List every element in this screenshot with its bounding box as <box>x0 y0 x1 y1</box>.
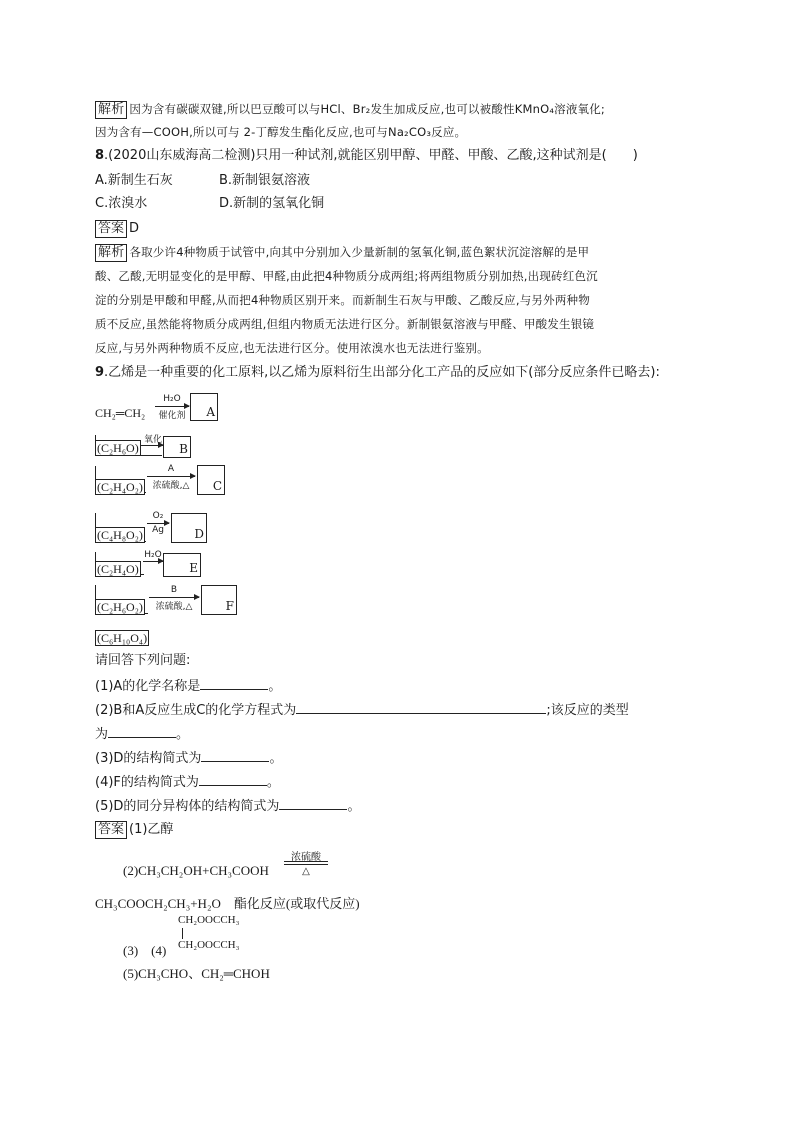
q9-sub-1 <box>95 675 705 697</box>
reaction4-arrow <box>147 523 169 524</box>
blank-6 <box>279 795 347 810</box>
period: 。 <box>268 679 282 694</box>
formula-d: (C₂H₄O) <box>97 562 139 576</box>
question-text: .(2020山东威海高二检测)只用一种试剂,就能区别甲醇、甲醛、甲酸、乙酸,这种试剂是( ) <box>104 148 638 163</box>
blank-2 <box>296 699 546 714</box>
option-a: A.新制生石灰 <box>95 173 173 188</box>
reaction4-condition: Ag <box>152 525 164 535</box>
q8-analysis-line-4: 质不反应,虽然能将物质分成两组,但组内物质无法进行区分。新制银氨溶液与甲醛、甲酸发生银镜 <box>95 317 595 331</box>
answer-4-bottom: CH₂OOCCH₃ <box>178 939 240 951</box>
analysis-line-2: 因为含有—COOH,所以可与 2-丁醇发生酯化反应,也可与Na₂CO₃反应。 <box>95 125 467 139</box>
question-9-stem <box>95 363 705 383</box>
answer-2-left: (2)CH₃CH₂OH+CH₃COOH <box>123 863 269 878</box>
answer-1: (1)乙醇 <box>129 822 174 837</box>
sub-3-text: (3)D的结构简式为 <box>95 751 202 766</box>
reaction5-arrow <box>143 561 163 562</box>
analysis-line-1 <box>95 99 705 119</box>
q9-sub-2-cont <box>95 723 705 745</box>
blank-3 <box>108 723 176 738</box>
label-b: B <box>179 442 188 456</box>
question-number: 9 <box>95 365 105 380</box>
analysis-text: 各取少许4种物质于试管中,向其中分别加入少量新制的氢氧化铜,蓝色絮状沉淀溶解的是甲 <box>129 245 590 259</box>
q8-analysis-line-2: 酸、乙酸,无明显变化的是甲醇、甲醛,由此把4种物质分成两组;将两组物质分别加热,出现砖红色沉 <box>95 269 598 283</box>
analysis-tag: 解析 <box>95 101 127 119</box>
period: 。 <box>269 751 283 766</box>
label-c: C <box>212 479 222 493</box>
answer-tag: 答案 <box>95 821 127 839</box>
q9-sub-5 <box>95 795 705 817</box>
answer-2-condition-top: 浓硫酸 <box>291 852 321 863</box>
q9-sub-3 <box>95 747 705 769</box>
box-b <box>163 436 191 458</box>
ethylene-formula: CH₂═CH₂ <box>95 406 146 420</box>
answer-tag: 答案 <box>95 220 127 238</box>
analysis-tag: 解析 <box>95 244 127 262</box>
reaction6-arrow <box>149 597 199 598</box>
blank-5 <box>199 771 267 786</box>
box-e <box>163 553 201 577</box>
formula-b: (C₂H₄O₂) <box>97 480 143 494</box>
period: 。 <box>266 775 280 790</box>
reaction4-reagent: O₂ <box>152 511 164 521</box>
question-number: 8 <box>95 148 105 163</box>
formula-f: (C₆H₁₀O₄) <box>97 631 148 645</box>
analysis-text: 因为含有碳碳双键,所以巴豆酸可以与HCl、Br₂发生加成反应,也可以被酸性KMnO₄溶液氧化; <box>129 102 606 116</box>
answer-5: (5)CH₃CHO、CH₂═CHOH <box>123 966 270 981</box>
period: 。 <box>176 727 190 742</box>
answer-value: D <box>129 221 140 236</box>
formula-e: (C₂H₆O₂) <box>97 600 143 614</box>
reaction3-condition: 浓硫酸,△ <box>152 481 190 491</box>
reaction2-arrow <box>140 445 163 446</box>
answer-2-condition-bottom: △ <box>302 866 310 877</box>
q8-options-row-1 <box>95 171 705 191</box>
reaction3-arrow <box>147 476 195 477</box>
reaction1-condition: 催化剂 <box>158 411 186 421</box>
period: 。 <box>347 799 361 814</box>
q8-answer <box>95 219 705 239</box>
q9-sub-2 <box>95 699 705 721</box>
answer-2-right: CH₃COOCH₂CH₃+H₂O 酯化反应(或取代反应) <box>95 896 360 911</box>
option-c: C.浓溴水 <box>95 196 148 211</box>
answer-4-top: CH₂OOCCH₃ <box>178 914 240 926</box>
sub-4-text: (4)F的结构简式为 <box>95 775 199 790</box>
q8-options-row-2 <box>95 194 705 214</box>
box-f <box>201 585 237 615</box>
reaction2-reagent: 氧化 <box>143 435 162 445</box>
q8-analysis-line-1 <box>95 242 705 262</box>
formula-c: (C₄H₈O₂) <box>97 528 143 542</box>
sub-1-text: (1)A的化学名称是 <box>95 679 201 694</box>
q9-answer-1 <box>95 820 705 840</box>
q9-sub-4 <box>95 771 705 793</box>
label-d: D <box>194 527 204 541</box>
option-d: D.新制的氢氧化铜 <box>219 196 325 211</box>
question-text: .乙烯是一种重要的化工原料,以乙烯为原料衍生出部分化工产品的反应如下(部分反应条件已略去): <box>104 365 660 380</box>
box-c <box>197 465 225 495</box>
reaction6-condition: 浓硫酸,△ <box>155 602 193 612</box>
answer-2-equals-bottom <box>284 864 328 865</box>
reaction1-arrow <box>155 406 189 407</box>
answer-3-4-label: (3) (4) <box>123 943 167 958</box>
q8-analysis-line-3: 淀的分别是甲酸和甲醛,从而把4种物质区别开来。而新制生石灰与甲酸、乙酸反应,与另外两种物 <box>95 293 590 307</box>
q8-analysis-line-5: 反应,与另外两种物质不反应,也无法进行区分。使用浓溴水也无法进行鉴别。 <box>95 341 489 355</box>
reaction1-reagent: H₂O <box>163 394 181 404</box>
box-a <box>190 393 218 421</box>
label-e: E <box>189 561 198 575</box>
question-8-stem <box>95 146 705 166</box>
blank-4 <box>201 747 269 762</box>
sub-2-tail: ;该反应的类型 <box>546 703 629 718</box>
sub-2-text: (2)B和A反应生成C的化学方程式为 <box>95 703 297 718</box>
reaction6-reagent: B <box>170 585 178 595</box>
label-a: A <box>206 405 215 419</box>
answer-4-bond <box>182 928 183 939</box>
box-d <box>171 513 207 543</box>
reaction5-reagent: H₂O <box>144 550 162 560</box>
sub-2-cont-text: 为 <box>95 727 109 742</box>
answer-2-equals-top <box>284 861 328 862</box>
label-f: F <box>225 599 234 613</box>
sub-5-text: (5)D的同分异构体的结构简式为 <box>95 799 280 814</box>
q9-prompt: 请回答下列问题: <box>95 653 191 668</box>
option-b: B.新制银氨溶液 <box>219 173 311 188</box>
formula-a: (C₂H₆O) <box>97 441 139 455</box>
blank-1 <box>200 675 268 690</box>
reaction3-reagent: A <box>167 464 175 474</box>
